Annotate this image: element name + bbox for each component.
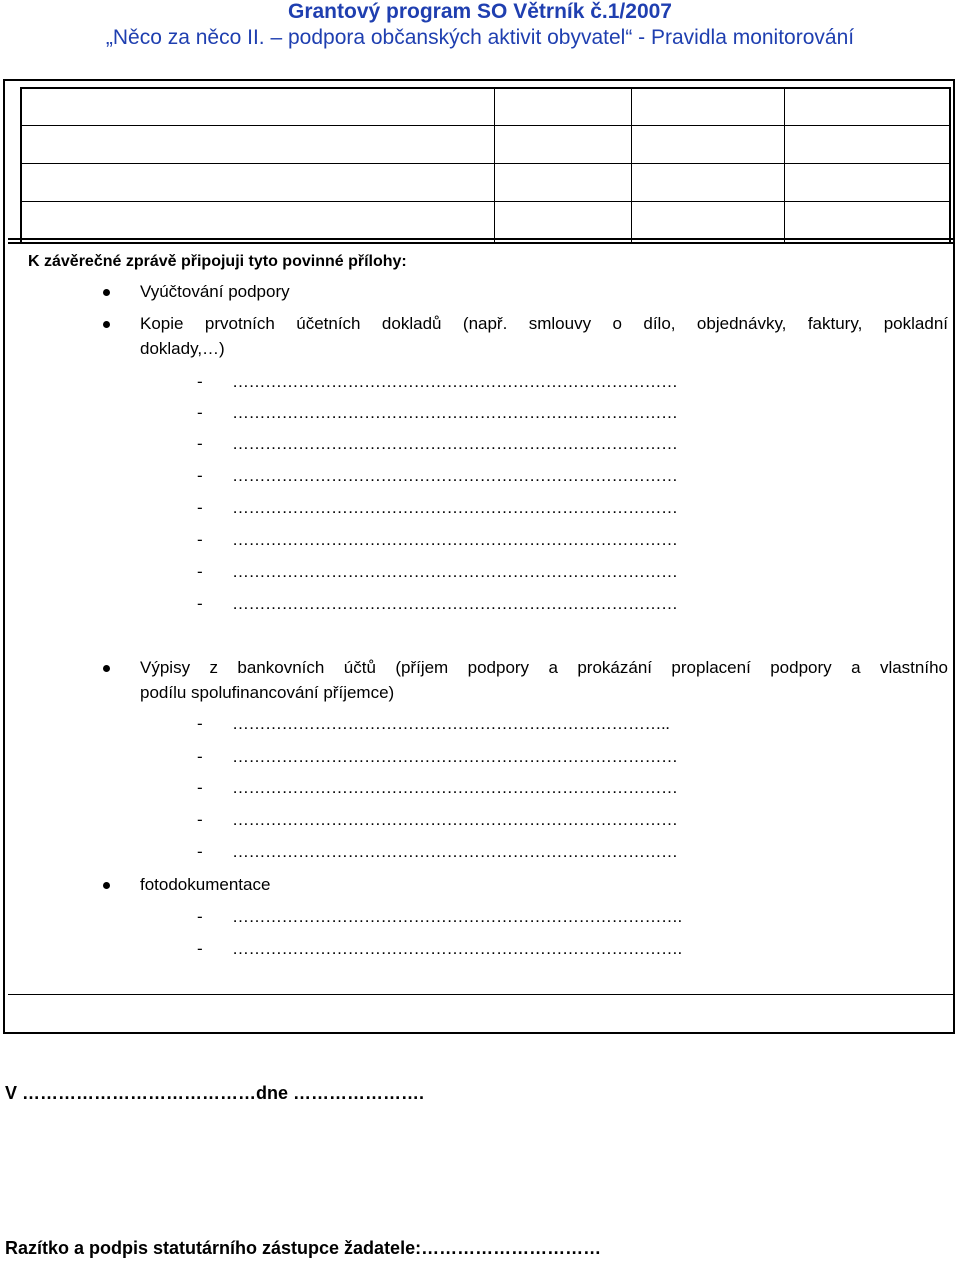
document-title: Grantový program SO Větrník č.1/2007 [288,0,672,23]
section-divider [8,242,955,244]
item-vypisy-line1: Výpisy z bankovních účtů (příjem podpory a prokázání proplacení podpory a vlastního [140,658,948,677]
dash-marker: - [197,372,203,391]
dash-marker: - [197,714,203,733]
info-table [20,87,951,244]
dotted-line: ……………………………………………………………………… [232,403,678,422]
dash-marker: - [197,403,203,422]
bullet-icon [103,665,110,672]
table-col-divider [631,125,632,242]
dash-marker: - [197,530,203,549]
dotted-line: ……………………………………………………………………… [232,530,678,549]
table-row-divider [22,201,949,202]
dotted-line: ……………………………………………………………………… [232,562,678,581]
table-row-divider [22,125,949,126]
dotted-line: ………………………………………………………………………. [232,939,682,958]
table-col-divider [494,89,495,125]
dotted-line: ……………………………………………………………………… [232,810,678,829]
signature-line: Razítko a podpis statutárního zástupce žadatele:………………………… [5,1238,602,1258]
attachments-heading: K závěrečné zprávě připojuji tyto povinné přílohy: [28,253,407,270]
bottom-divider [8,994,955,995]
dash-marker: - [197,434,203,453]
dash-marker: - [197,498,203,517]
item-vyuctovani: Vyúčtování podpory [140,282,290,301]
table-col-divider [494,125,495,242]
table-col-divider [631,89,632,125]
section-divider [8,238,955,240]
dash-marker: - [197,562,203,581]
place-date-line: V …………………………………dne …………………. [5,1083,425,1103]
bullet-icon [103,882,110,889]
dotted-line: ………………………………………………………………………. [232,907,682,926]
bullet-icon [103,321,110,328]
dash-marker: - [197,778,203,797]
dash-marker: - [197,842,203,861]
item-fotodokumentace: fotodokumentace [140,875,271,894]
dotted-line: ……………………………………………………………………… [232,747,678,766]
dash-marker: - [197,810,203,829]
dash-marker: - [197,747,203,766]
dash-marker: - [197,466,203,485]
table-col-divider [784,89,785,125]
dotted-line: ……………………………………………………………………… [232,372,678,391]
dash-marker: - [197,594,203,613]
dotted-line: ……………………………………………………………………… [232,778,678,797]
dotted-line: ……………………………………………………………………… [232,594,678,613]
item-vypisy-line2: podílu spolufinancování příjemce) [140,683,395,702]
document-subtitle: „Něco za něco II. – podpora občanských aktivit obyvatel“ - Pravidla monitorování [105,26,855,49]
dotted-line: ……………………………………………………………………… [232,466,678,485]
dotted-line: ……………………………………………………………………… [232,434,678,453]
bullet-icon [103,289,110,296]
dash-marker: - [197,939,203,958]
dotted-line: ……………………………………………………………………… [232,498,678,517]
table-col-divider [784,125,785,242]
dotted-line: ……………………………………………………………………… [232,842,678,861]
dash-marker: - [197,907,203,926]
dotted-line: …………………………………………………………………….. [232,714,670,733]
table-row-divider [22,163,949,164]
item-kopie-line1: Kopie prvotních účetních dokladů (např. smlouvy o dílo, objednávky, faktury, pokladní [140,314,948,333]
item-kopie-line2: doklady,…) [140,339,225,358]
